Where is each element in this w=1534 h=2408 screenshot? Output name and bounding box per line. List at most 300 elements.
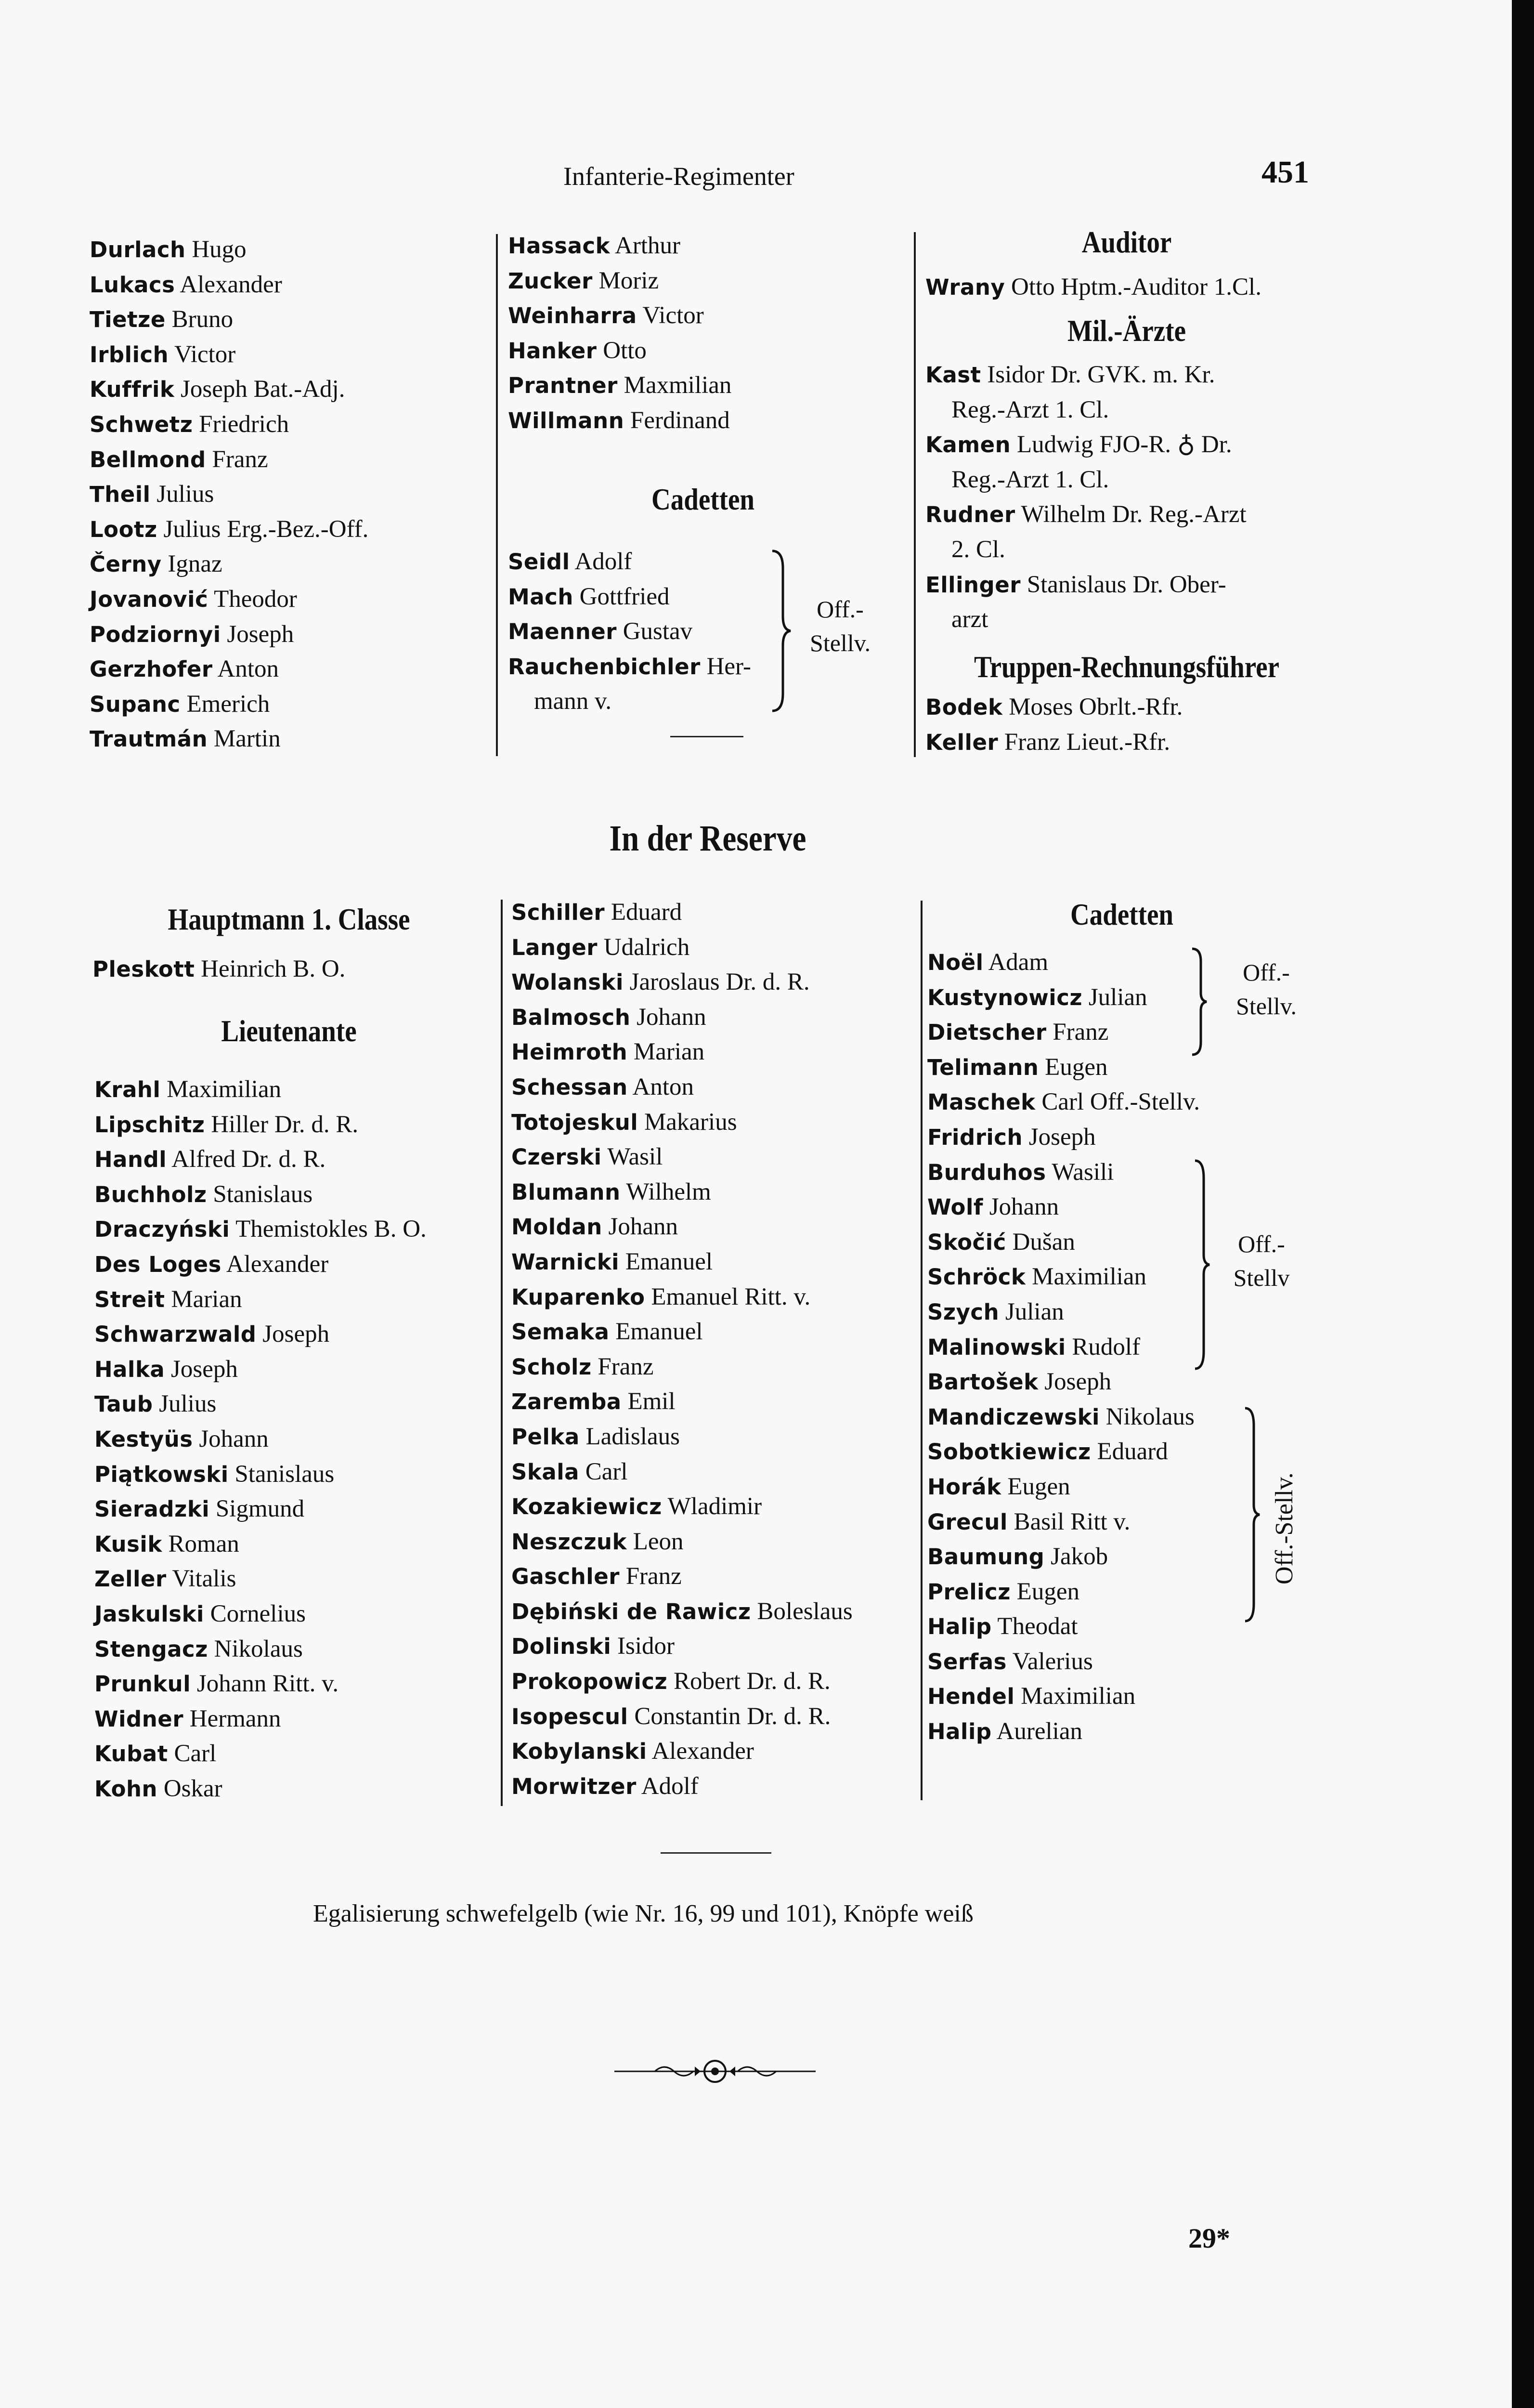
given-name-and-rank: Joseph — [1038, 1368, 1112, 1396]
surname: Prunkul — [94, 1671, 191, 1697]
list-item — [925, 427, 1247, 462]
given-name-and-rank: Emanuel — [609, 1318, 703, 1346]
surname: Stengacz — [94, 1636, 208, 1662]
list-item — [90, 232, 368, 267]
surname: Kozakiewicz — [511, 1494, 662, 1520]
list-item — [94, 1736, 427, 1771]
surname: Krahl — [94, 1077, 161, 1102]
list-item — [511, 965, 853, 1000]
given-name-and-rank: Alexander — [221, 1250, 329, 1278]
off-stellv-note-a: Off.- Stellv. — [1236, 959, 1297, 1020]
scan-border — [1512, 0, 1534, 2408]
brace-a — [1189, 947, 1209, 1057]
given-name-and-rank: Themistokles B. O. — [230, 1216, 427, 1243]
hauptmann-list — [92, 952, 345, 987]
rechnungsfuehrer-title: Truppen-Rechnungsführer — [974, 650, 1280, 684]
given-name-and-rank: Julian — [1082, 983, 1147, 1011]
surname: Durlach — [90, 237, 186, 262]
list-item — [511, 1524, 853, 1559]
surname: Noël — [927, 950, 984, 975]
surname: Sieradzki — [94, 1496, 210, 1522]
list-item — [94, 1177, 427, 1212]
list-item — [94, 1666, 427, 1701]
list-item — [925, 725, 1183, 760]
reserve-title: In der Reserve — [609, 818, 806, 859]
surname: Pelka — [511, 1424, 580, 1450]
given-name-and-rank: Gustav — [616, 618, 693, 645]
surname: Des Loges — [94, 1251, 221, 1277]
list-item — [508, 333, 731, 368]
given-name-and-rank: Gottfried — [573, 583, 670, 610]
surname: Balmosch — [511, 1004, 631, 1030]
list-item — [94, 1457, 427, 1492]
given-name-and-rank: Ignaz — [161, 550, 222, 578]
list-item — [927, 1259, 1200, 1295]
list-item — [90, 512, 368, 547]
auditor-title: Auditor — [1081, 225, 1172, 259]
list-item — [511, 1139, 853, 1175]
given-name-and-rank: Maxmilian — [617, 372, 732, 399]
surname: Zeller — [94, 1566, 167, 1592]
given-name-and-rank: Otto — [597, 337, 647, 364]
surname: Streit — [94, 1286, 165, 1312]
list-item — [927, 1085, 1200, 1120]
surname: Sobotkiewicz — [927, 1439, 1091, 1465]
list-item — [927, 945, 1200, 980]
column-2-reserve-list — [511, 895, 853, 1804]
surname: Gaschler — [511, 1564, 620, 1590]
surname: Willmann — [508, 407, 624, 433]
list-item — [511, 1175, 853, 1210]
list-item — [90, 477, 368, 512]
list-item — [511, 1629, 853, 1664]
given-name-and-rank: Arthur — [610, 232, 680, 259]
aerzte-title: Mil.-Ärzte — [1067, 314, 1186, 348]
given-name-and-rank: Carl Off.-Stellv. — [1035, 1088, 1200, 1116]
list-item — [925, 602, 1247, 637]
given-name-and-rank: Julius — [153, 1390, 217, 1418]
list-item — [511, 1384, 853, 1419]
surname: Dolinski — [511, 1634, 611, 1660]
surname: Schiller — [511, 900, 605, 925]
surname: Wolf — [927, 1194, 983, 1220]
given-name-and-rank: Marian — [627, 1038, 705, 1066]
surname: Baumung — [927, 1544, 1045, 1570]
surname: Schröck — [927, 1264, 1026, 1290]
list-item — [508, 649, 751, 684]
surname: Maschek — [927, 1089, 1036, 1115]
given-name-and-rank: Victor — [637, 302, 704, 329]
given-name-and-rank: Marian — [165, 1285, 242, 1313]
given-name-and-rank: Eugen — [1010, 1578, 1079, 1605]
given-name-and-rank: Basil Ritt v. — [1007, 1508, 1131, 1535]
column-2-top-list — [508, 228, 731, 438]
surname: Schwetz — [90, 411, 193, 437]
given-name-and-rank: Anton — [212, 655, 279, 683]
list-item — [90, 617, 368, 652]
list-item — [508, 684, 751, 719]
given-name-and-rank: Cornelius — [204, 1600, 306, 1627]
surname: Blumann — [511, 1179, 621, 1205]
given-name-and-rank: Valerius — [1006, 1648, 1093, 1675]
list-item — [94, 1317, 427, 1352]
surname: Buchholz — [94, 1181, 207, 1207]
surname: Kohn — [94, 1776, 158, 1802]
list-item — [94, 1632, 427, 1667]
given-name-and-rank: Jaroslaus Dr. d. R. — [623, 968, 810, 996]
page-number: 451 — [1261, 155, 1309, 190]
given-name-and-rank: Nikolaus — [208, 1635, 303, 1662]
list-item — [90, 687, 368, 722]
list-item — [927, 1609, 1200, 1644]
surname: Horák — [927, 1474, 1001, 1500]
list-item — [94, 1247, 427, 1282]
list-item — [925, 690, 1183, 725]
surname: Semaka — [511, 1319, 610, 1345]
auditor-list — [925, 270, 1261, 305]
surname: Irblich — [90, 341, 169, 367]
list-item — [508, 403, 731, 438]
column-divider — [501, 900, 503, 1806]
given-name-and-rank: Bruno — [165, 306, 234, 333]
given-name-and-rank: Adolf — [570, 548, 632, 575]
column-divider — [914, 232, 916, 757]
list-item — [511, 1594, 853, 1629]
lieutenante-list — [94, 1072, 427, 1806]
given-name-and-rank: Julius — [150, 481, 214, 508]
surname: Jaskulski — [94, 1601, 204, 1627]
list-item — [925, 497, 1247, 532]
given-name-and-rank: Alfred Dr. d. R. — [167, 1146, 326, 1173]
section-rule — [670, 736, 743, 737]
list-item — [927, 1225, 1200, 1260]
surname: Burduhos — [927, 1159, 1046, 1185]
column-divider — [496, 234, 498, 756]
given-name-and-rank: Isidor Dr. GVK. m. Kr. — [981, 361, 1215, 388]
list-item — [927, 1120, 1200, 1155]
list-item — [511, 895, 853, 930]
surname: Bartošek — [927, 1369, 1039, 1395]
given-name-and-rank: Joseph — [221, 620, 294, 648]
column-2-cadetten-list — [508, 544, 751, 719]
surname: Zaremba — [511, 1389, 622, 1415]
given-name-and-rank: Ferdinand — [624, 406, 730, 434]
surname: Skala — [511, 1459, 579, 1485]
list-item — [925, 532, 1247, 567]
given-name-and-rank: Her- — [700, 653, 751, 680]
list-item — [511, 1664, 853, 1699]
list-item — [925, 462, 1247, 497]
list-item — [927, 1364, 1200, 1400]
list-item — [511, 1000, 853, 1035]
given-name-and-rank: Sigmund — [209, 1495, 305, 1523]
surname: Lootz — [90, 516, 157, 542]
surname: Kobylanski — [511, 1739, 647, 1765]
surname: Grecul — [927, 1509, 1008, 1535]
surname: Kusik — [94, 1531, 162, 1557]
list-item — [94, 1527, 427, 1562]
surname: Černy — [90, 551, 162, 577]
surname: Supanc — [90, 691, 181, 717]
cadetten-title-bottom: Cadetten — [1070, 897, 1174, 931]
surname: Rauchenbichler — [508, 654, 701, 680]
list-item — [927, 1714, 1200, 1749]
given-name-and-rank: Leon — [627, 1528, 684, 1555]
given-name-and-rank: Eugen — [1039, 1053, 1108, 1081]
list-item — [90, 582, 368, 617]
surname: Lipschitz — [94, 1112, 205, 1138]
given-name-and-rank: Carl — [168, 1740, 217, 1767]
surname: Dębiński de Rawicz — [511, 1598, 751, 1624]
list-item — [92, 952, 345, 987]
given-name-and-rank: Adam — [983, 949, 1049, 976]
list-item — [511, 1349, 853, 1385]
given-name-and-rank: Emerich — [180, 690, 270, 718]
list-item — [90, 267, 368, 302]
given-name-and-rank: Franz — [591, 1353, 654, 1380]
list-item — [511, 1209, 853, 1244]
list-item — [94, 1492, 427, 1527]
given-name-and-rank: Franz — [1046, 1019, 1109, 1046]
list-item — [927, 1330, 1200, 1365]
list-item — [927, 1295, 1200, 1330]
given-name-and-rank: Dušan — [1006, 1228, 1075, 1256]
given-name-and-rank: Wasili — [1046, 1158, 1114, 1186]
list-item — [511, 1559, 853, 1594]
surname: Kuparenko — [511, 1284, 645, 1310]
off-stellv-note-top: Off.- Stellv. — [810, 596, 871, 656]
list-item — [927, 1015, 1200, 1050]
given-name-and-rank: Joseph — [256, 1321, 330, 1348]
surname: Wolanski — [511, 969, 624, 995]
given-name-and-rank: Friedrich — [193, 410, 289, 438]
surname: Kuffrik — [90, 377, 175, 403]
given-name-and-rank: Stanislaus — [207, 1180, 313, 1208]
given-name-and-rank: Wilhelm — [620, 1178, 711, 1205]
surname: Bodek — [925, 694, 1003, 720]
surname: Podziornyi — [90, 621, 221, 647]
list-item — [925, 567, 1247, 602]
surname: Skočić — [927, 1229, 1006, 1255]
surname: Isopescul — [511, 1703, 628, 1729]
list-item — [508, 579, 751, 615]
given-name-and-rank: Vitalis — [166, 1565, 236, 1593]
list-item — [927, 1434, 1200, 1469]
surname: Taub — [94, 1391, 153, 1417]
surname: Dietscher — [927, 1020, 1047, 1046]
surname: Kast — [925, 362, 981, 388]
list-item — [508, 368, 731, 403]
given-name-and-rank: Johann Ritt. v. — [191, 1670, 339, 1698]
list-item — [508, 544, 751, 579]
list-item — [927, 1155, 1200, 1190]
lieutenante-title: Lieutenante — [221, 1014, 357, 1048]
list-item — [511, 1699, 853, 1734]
given-name-and-rank: Nikolaus — [1099, 1403, 1195, 1430]
given-name-and-rank: Isidor — [611, 1633, 675, 1660]
column-divider — [921, 901, 923, 1800]
surname: Heimroth — [511, 1039, 628, 1065]
surname: Gerzhofer — [90, 656, 213, 682]
surname: Halip — [927, 1719, 992, 1745]
list-item — [511, 1734, 853, 1769]
list-item — [511, 1070, 853, 1105]
surname: Telimann — [927, 1054, 1039, 1080]
list-item — [90, 547, 368, 582]
list-item — [927, 980, 1200, 1015]
list-item — [508, 228, 731, 263]
column-1-top-list — [90, 232, 368, 757]
surname: Rudner — [925, 502, 1015, 528]
given-name-and-rank: arzt — [951, 606, 988, 633]
surname: Handl — [94, 1147, 167, 1173]
list-item — [94, 1771, 427, 1806]
surname: Morwitzer — [511, 1773, 637, 1799]
given-name-and-rank: Emil — [621, 1388, 676, 1415]
surname: Fridrich — [927, 1124, 1023, 1150]
surname: Keller — [925, 729, 999, 755]
rechnungsfuehrer-list — [925, 690, 1183, 759]
surname: Czerski — [511, 1144, 602, 1170]
given-name-and-rank: Anton — [627, 1073, 694, 1100]
given-name-and-rank: Wilhelm Dr. Reg.-Arzt — [1015, 501, 1247, 528]
given-name-and-rank: Stanislaus Dr. Ober- — [1020, 571, 1226, 598]
given-name-and-rank: Makarius — [638, 1108, 737, 1136]
given-name-and-rank: Aurelian — [991, 1718, 1082, 1745]
surname: Kustynowicz — [927, 984, 1083, 1010]
given-name-and-rank: Joseph — [165, 1355, 238, 1383]
list-item — [90, 372, 368, 407]
given-name-and-rank: Constantin Dr. d. R. — [628, 1702, 831, 1730]
surname: Theil — [90, 482, 151, 508]
surname: Langer — [511, 934, 598, 960]
list-item — [94, 1107, 427, 1142]
surname: Malinowski — [927, 1334, 1066, 1360]
given-name-and-rank: Alexander — [647, 1738, 754, 1765]
list-item — [927, 1469, 1200, 1505]
given-name-and-rank: Maximilian — [1014, 1683, 1136, 1710]
list-item — [90, 407, 368, 442]
given-name-and-rank: Emanuel Ritt. v. — [645, 1283, 811, 1310]
surname: Seidl — [508, 549, 570, 575]
list-item — [90, 721, 368, 757]
list-item — [94, 1701, 427, 1737]
given-name-and-rank: Otto Hptm.-Auditor 1.Cl. — [1005, 274, 1261, 301]
list-item — [508, 614, 751, 649]
list-item — [511, 1105, 853, 1140]
surname: Totojeskul — [511, 1109, 638, 1135]
list-item — [94, 1422, 427, 1457]
surname: Neszczuk — [511, 1529, 627, 1555]
given-name-and-rank: Hermann — [183, 1705, 281, 1732]
given-name-and-rank: Hugo — [185, 236, 247, 263]
running-header: Infanterie-Regimenter — [563, 162, 794, 191]
given-name-and-rank: Reg.-Arzt 1. Cl. — [951, 466, 1109, 493]
given-name-and-rank: Martin — [208, 725, 281, 753]
list-item — [94, 1597, 427, 1632]
list-item — [511, 1454, 853, 1490]
list-item — [927, 1679, 1200, 1714]
surname: Mandiczewski — [927, 1404, 1100, 1430]
given-name-and-rank: Wasil — [601, 1143, 663, 1171]
surname: Hendel — [927, 1684, 1015, 1710]
given-name-and-rank: Theodat — [991, 1613, 1078, 1640]
aerzte-list — [925, 357, 1247, 637]
surname: Maenner — [508, 619, 617, 645]
brace-b — [1192, 1159, 1211, 1371]
given-name-and-rank: Rudolf — [1066, 1333, 1141, 1361]
surname: Halip — [927, 1614, 992, 1640]
list-item — [927, 1574, 1200, 1610]
given-name-and-rank: Stanislaus — [228, 1460, 335, 1488]
signature-mark: 29* — [1188, 2223, 1230, 2254]
given-name-and-rank: Maximilian — [1026, 1263, 1147, 1291]
given-name-and-rank: Reg.-Arzt 1. Cl. — [951, 396, 1109, 423]
surname: Zucker — [508, 268, 593, 294]
list-item — [94, 1212, 427, 1247]
given-name-and-rank: Johann — [193, 1425, 269, 1453]
surname: Warnicki — [511, 1249, 620, 1275]
list-item — [927, 1644, 1200, 1679]
list-item — [927, 1050, 1200, 1085]
surname: Jovanović — [90, 586, 208, 612]
given-name-and-rank: Moriz — [592, 267, 659, 294]
list-item — [925, 270, 1261, 305]
surname: Schessan — [511, 1074, 628, 1100]
list-item — [511, 1244, 853, 1280]
list-item — [511, 1769, 853, 1804]
surname: Mach — [508, 584, 573, 610]
given-name-and-rank: Heinrich B. O. — [195, 955, 346, 982]
surname: Wrany — [925, 275, 1005, 300]
surname: Tietze — [90, 307, 166, 333]
given-name-and-rank: Alexander — [175, 271, 282, 298]
given-name-and-rank: Johann — [602, 1213, 678, 1241]
surname: Kestyüs — [94, 1426, 193, 1452]
surname: Prokopowicz — [511, 1669, 668, 1695]
list-item — [508, 263, 731, 299]
given-name-and-rank: Julius Erg.-Bez.-Off. — [157, 515, 369, 543]
given-name-and-rank: Ladislaus — [579, 1423, 680, 1450]
list-item — [511, 1489, 853, 1524]
surname: Scholz — [511, 1354, 592, 1380]
given-name-and-rank: Franz — [619, 1563, 682, 1590]
given-name-and-rank: Johann — [983, 1193, 1059, 1221]
list-item — [511, 1280, 853, 1315]
list-item — [94, 1561, 427, 1597]
given-name-and-rank: Moses Obrlt.-Rfr. — [1002, 694, 1183, 720]
given-name-and-rank: Udalrich — [598, 933, 690, 961]
surname: Ellinger — [925, 572, 1021, 598]
list-item — [511, 1419, 853, 1454]
list-item — [94, 1142, 427, 1177]
given-name-and-rank: Franz — [206, 445, 268, 473]
given-name-and-rank: 2. Cl. — [951, 536, 1005, 563]
list-item — [925, 393, 1247, 428]
given-name-and-rank: Joseph — [1023, 1123, 1096, 1151]
given-name-and-rank: Theodor — [208, 585, 297, 613]
given-name-and-rank: Joseph Bat.-Adj. — [174, 376, 345, 403]
surname: Halka — [94, 1356, 165, 1382]
off-stellv-note-b: Off.- Stellv — [1233, 1230, 1290, 1291]
surname: Kamen — [925, 432, 1011, 458]
list-item — [511, 930, 853, 965]
surname: Lukacs — [90, 272, 175, 298]
cadetten-title-top: Cadetten — [651, 482, 755, 516]
list-item — [90, 652, 368, 687]
list-item — [508, 298, 731, 333]
list-item — [94, 1352, 427, 1387]
